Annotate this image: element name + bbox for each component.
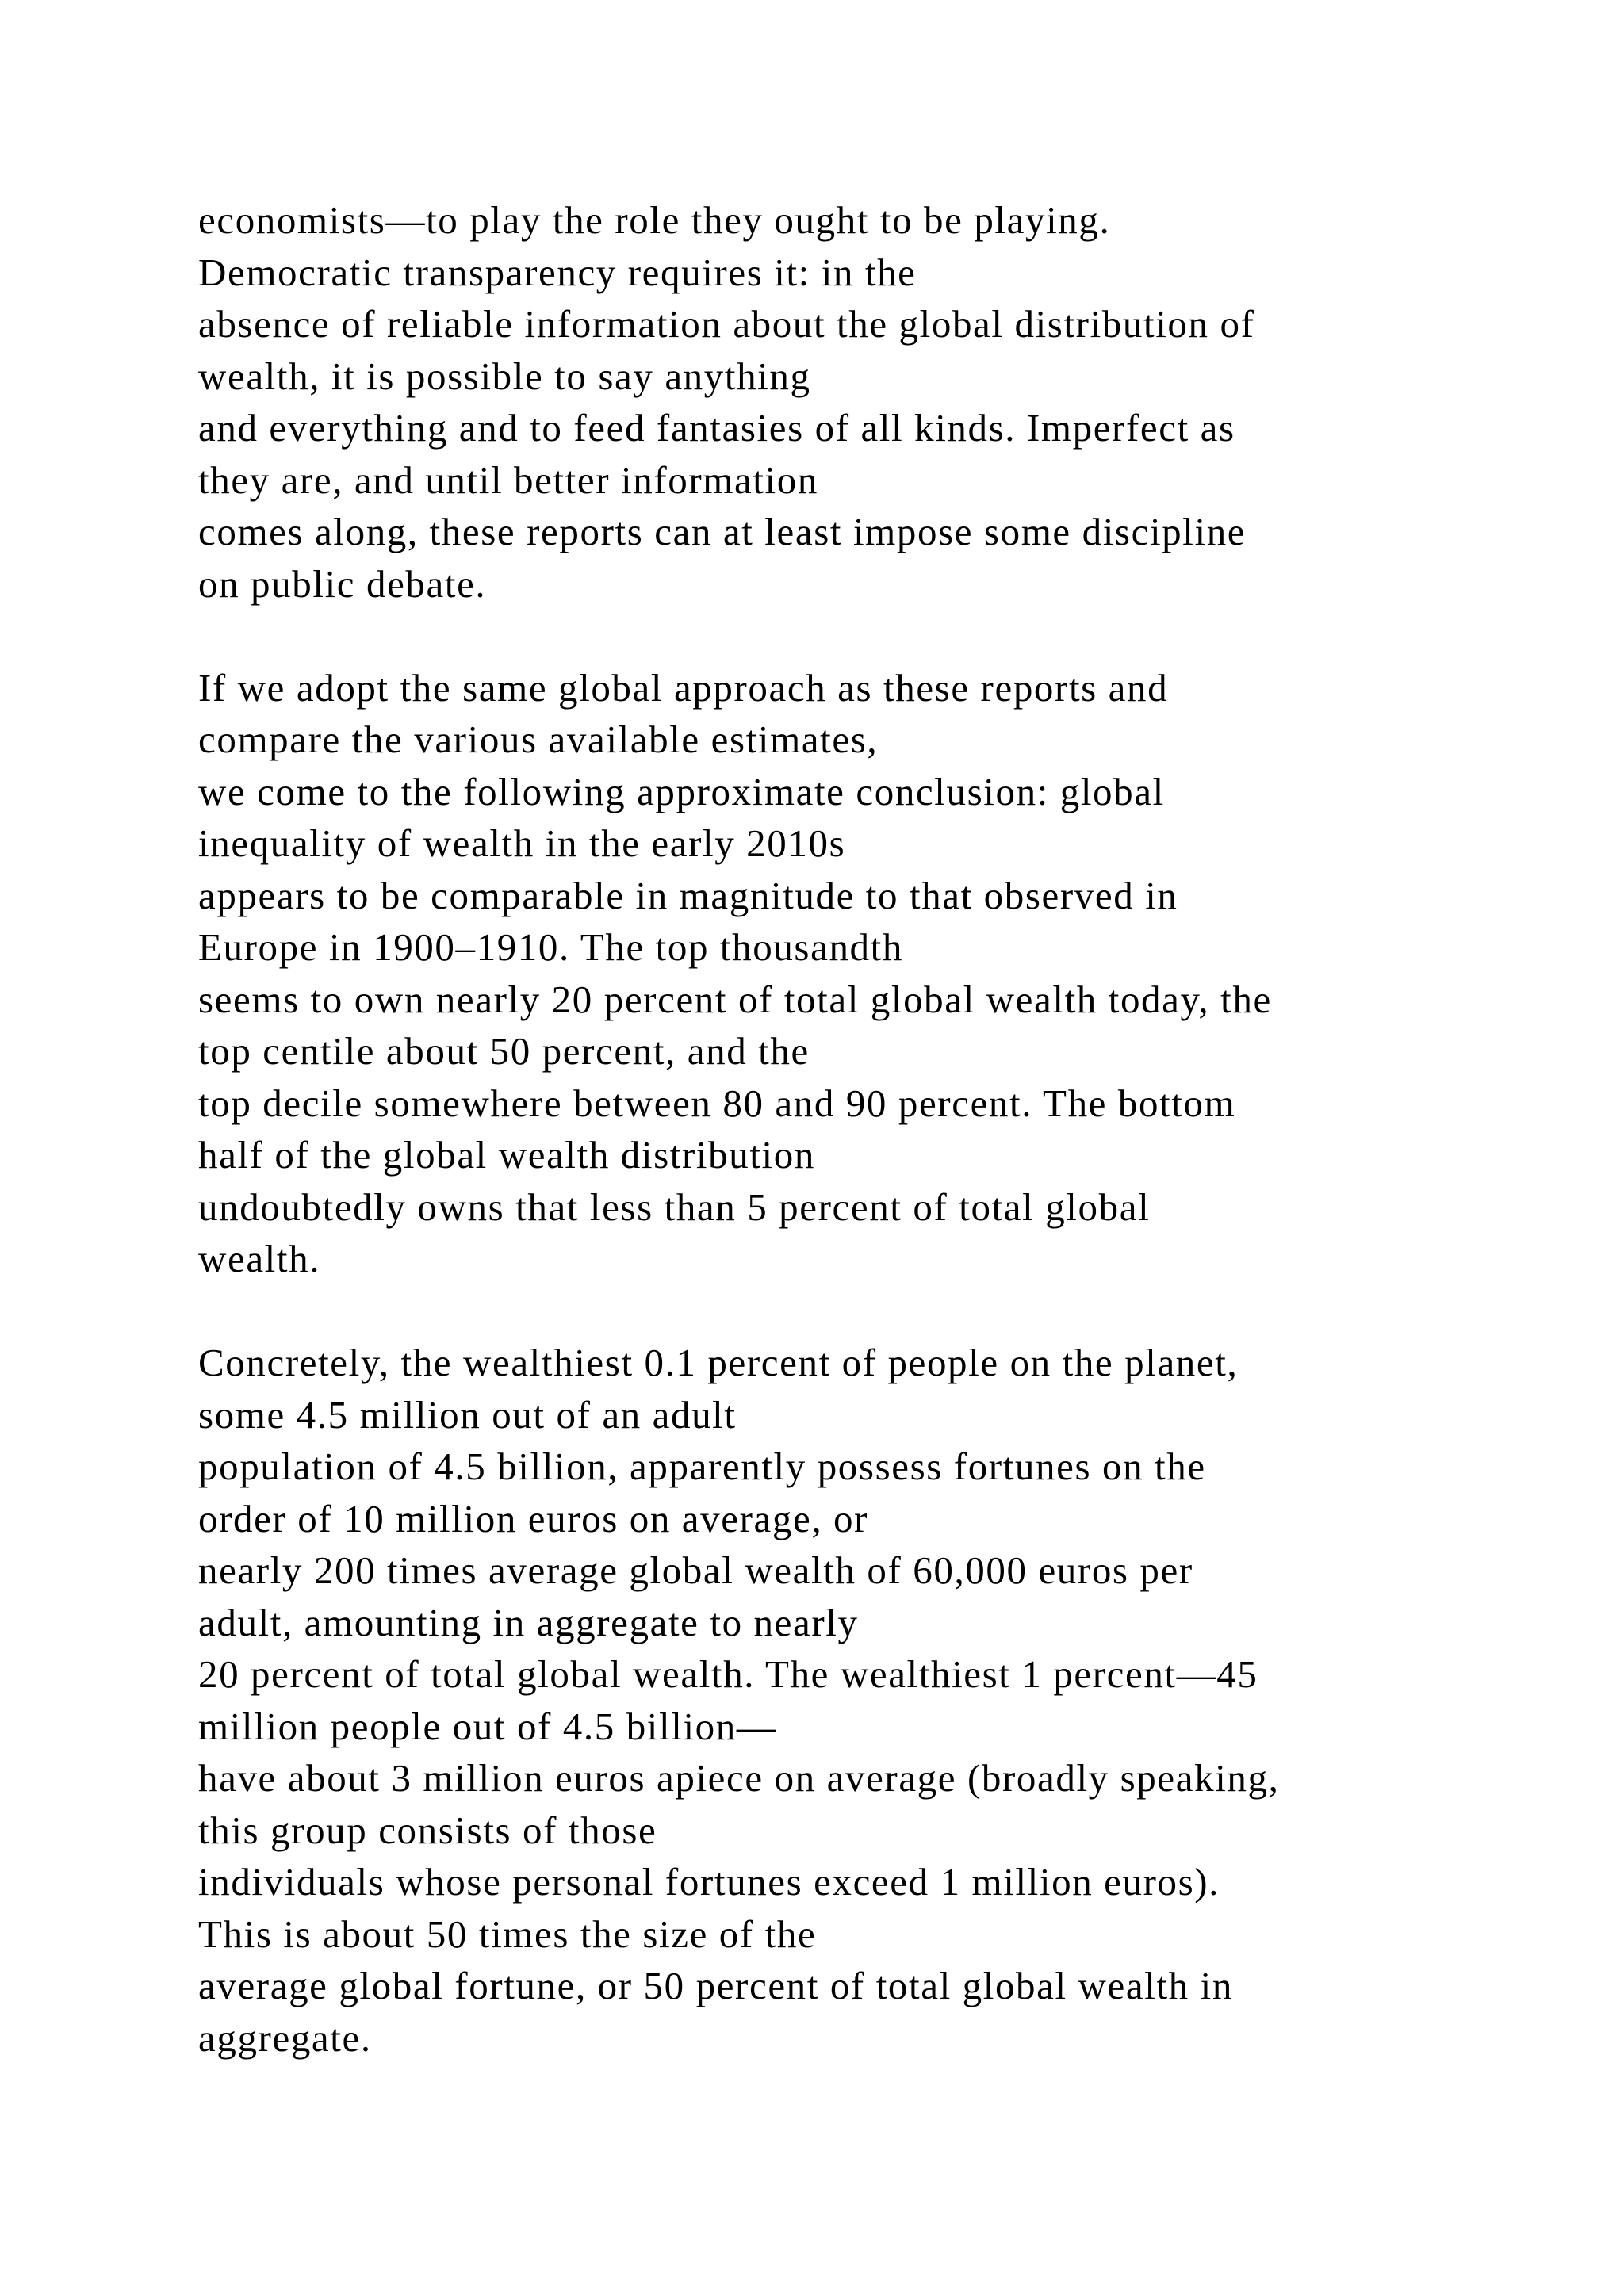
- text-line: average global fortune, or 50 percent of total global wealth in: [198, 1964, 1233, 2007]
- text-line: aggregate.: [198, 2015, 372, 2060]
- paragraph-2: [198, 662, 1546, 1285]
- text-line: nearly 200 times average global wealth of 60,000 euros per: [198, 1548, 1193, 1592]
- text-line: undoubtedly owns that less than 5 percent of total global: [198, 1184, 1151, 1229]
- text-line: top decile somewhere between 80 and 90 percent. The bottom: [198, 1081, 1236, 1125]
- text-line: Concretely, the wealthiest 0.1 percent of people on the planet,: [198, 1341, 1239, 1384]
- text-line: some 4.5 million out of an adult: [198, 1392, 737, 1437]
- text-line: half of the global wealth distribution: [198, 1133, 815, 1177]
- text-line: comes along, these reports can at least impose some discipline: [198, 510, 1247, 553]
- text-line: have about 3 million euros apiece on average (broadly speaking,: [198, 1756, 1280, 1800]
- text-line: this group consists of those: [198, 1808, 657, 1852]
- text-line: Europe in 1900–1910. The top thousandth: [198, 925, 903, 969]
- text-line: wealth, it is possible to say anything: [198, 354, 811, 398]
- text-line: 20 percent of total global wealth. The wealthiest 1 percent—45: [198, 1652, 1258, 1696]
- text-line: top centile about 50 percent, and the: [198, 1029, 810, 1073]
- paragraph-gap: [198, 610, 1546, 662]
- text-line: absence of reliable information about the global distribution of: [198, 302, 1255, 346]
- text-line: If we adopt the same global approach as these reports and: [198, 665, 1169, 710]
- text-line: economists—to play the role they ought to be playing.: [198, 198, 1111, 242]
- paragraph-gap: [198, 1285, 1546, 1337]
- text-line: they are, and until better information: [198, 457, 818, 502]
- text-line: and everything and to feed fantasies of all kinds. Imperfect as: [198, 406, 1235, 450]
- text-line: wealth.: [198, 1237, 321, 1280]
- text-line: order of 10 million euros on average, or: [198, 1496, 869, 1540]
- text-line: Democratic transparency requires it: in the: [198, 250, 917, 294]
- text-line: million people out of 4.5 billion—: [198, 1704, 777, 1748]
- text-line: This is about 50 times the size of the: [198, 1911, 817, 1956]
- text-line: seems to own nearly 20 percent of total global wealth today, the: [198, 977, 1272, 1021]
- body-text: [198, 194, 1546, 2064]
- text-line: adult, amounting in aggregate to nearly: [198, 1600, 859, 1644]
- text-line: inequality of wealth in the early 2010s: [198, 821, 846, 865]
- text-line: compare the various available estimates,: [198, 718, 879, 761]
- text-line: individuals whose personal fortunes exceed 1 million euros).: [198, 1860, 1220, 1904]
- paragraph-3: [198, 1337, 1546, 2064]
- text-line: appears to be comparable in magnitude to that observed in: [198, 873, 1178, 917]
- text-line: we come to the following approximate conclusion: global: [198, 769, 1165, 813]
- text-line: population of 4.5 billion, apparently possess fortunes on the: [198, 1445, 1206, 1488]
- text-line: on public debate.: [198, 561, 487, 606]
- paragraph-1: [198, 194, 1546, 610]
